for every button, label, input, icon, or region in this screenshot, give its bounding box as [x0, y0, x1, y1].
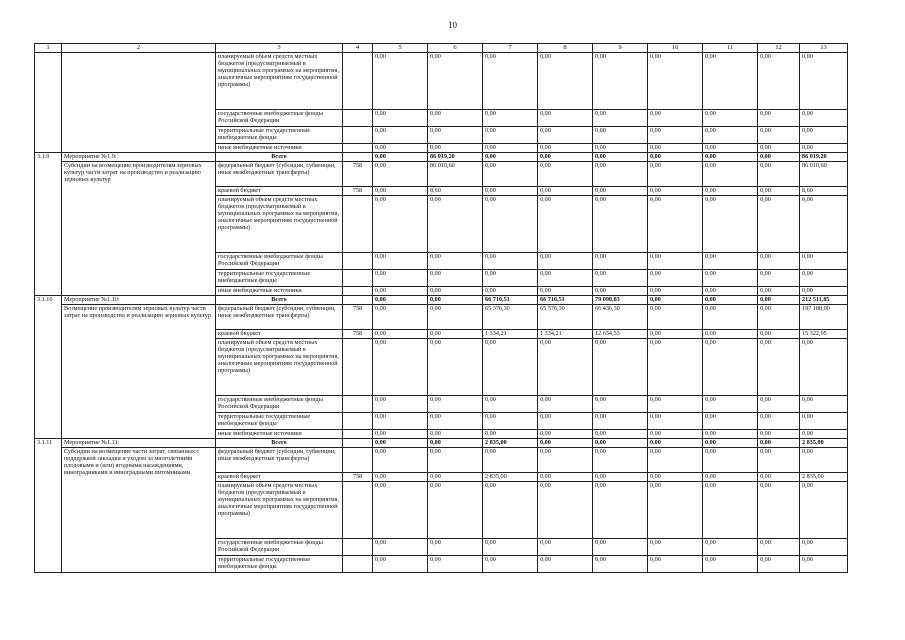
value-cell: 0,00 — [758, 110, 800, 127]
value-cell: 0,00 — [373, 339, 428, 396]
value-cell: 0,00 — [648, 439, 703, 448]
value-cell: 0,00 — [483, 53, 538, 110]
value-cell: 0,00 — [428, 339, 483, 396]
value-cell: 0,00 — [648, 473, 703, 482]
value-cell: 0,00 — [648, 270, 703, 287]
value-cell: 0,00 — [483, 253, 538, 270]
value-cell: 0,00 — [538, 482, 593, 539]
header-cell: 10 — [648, 44, 703, 53]
value-cell: 0,00 — [428, 127, 483, 144]
code-cell — [343, 413, 373, 430]
value-cell: 0,00 — [483, 396, 538, 413]
header-cell: 9 — [593, 44, 648, 53]
value-cell: 0,00 — [593, 187, 648, 196]
value-cell: 0,00 — [483, 162, 538, 187]
funding-source-cell: Всего — [216, 153, 343, 162]
value-cell: 0,00 — [373, 53, 428, 110]
code-cell — [343, 539, 373, 556]
value-cell: 0,00 — [428, 110, 483, 127]
value-cell: 86 019,20 — [428, 153, 483, 162]
value-cell: 0,00 — [703, 53, 758, 110]
header-cell: 12 — [758, 44, 800, 53]
funding-source-cell: государственные внебюджетные фонды Российской Федерации — [216, 253, 343, 270]
code-cell — [343, 253, 373, 270]
value-cell: 0,00 — [800, 253, 848, 270]
value-cell: 12 654,53 — [593, 330, 648, 339]
value-cell: 0,00 — [593, 196, 648, 253]
table-row — [35, 439, 848, 448]
value-cell: 0,00 — [758, 396, 800, 413]
value-cell: 0,00 — [483, 482, 538, 539]
value-cell: 0,00 — [538, 396, 593, 413]
funding-source-cell: федеральный бюджет (субсидии, субвенции, иные межбюджетные трансферты) — [216, 448, 343, 473]
value-cell: 0,00 — [593, 144, 648, 153]
value-cell: 0,00 — [483, 110, 538, 127]
header-cell: 1 — [35, 44, 62, 53]
value-cell: 0,00 — [800, 144, 848, 153]
value-cell: 0,00 — [648, 53, 703, 110]
value-cell: 0,00 — [703, 413, 758, 430]
value-cell: 0,00 — [483, 430, 538, 439]
value-cell: 0,00 — [800, 482, 848, 539]
value-cell: 0,00 — [800, 287, 848, 296]
value-cell: 0,00 — [703, 305, 758, 330]
value-cell: 0,00 — [593, 287, 648, 296]
value-cell: 0,00 — [593, 430, 648, 439]
value-cell: 0,00 — [758, 53, 800, 110]
table-row — [35, 53, 848, 110]
value-cell: 0,00 — [758, 539, 800, 556]
value-cell: 0,00 — [800, 448, 848, 473]
value-cell: 66 710,51 — [538, 296, 593, 305]
funding-source-cell: планируемый объем средств местных бюджетов (предусматриваемый в муниципальных программах на мероприятия, аналогичные мероприятиям государственной программы) — [216, 196, 343, 253]
value-cell: 0,00 — [703, 144, 758, 153]
funding-source-cell: краевой бюджет — [216, 473, 343, 482]
value-cell: 0,00 — [703, 482, 758, 539]
value-cell: 0,00 — [703, 339, 758, 396]
value-cell: 0,00 — [373, 482, 428, 539]
funding-source-cell: территориальные государственные внебюджетные фонды — [216, 413, 343, 430]
value-cell: 8,60 — [800, 187, 848, 196]
value-cell: 0,00 — [428, 305, 483, 330]
value-cell: 0,00 — [538, 53, 593, 110]
table-row — [35, 448, 848, 473]
value-cell: 0,00 — [483, 556, 538, 573]
value-cell: 0,00 — [593, 448, 648, 473]
value-cell: 0,00 — [648, 153, 703, 162]
row-number-cell — [35, 53, 62, 153]
page-number: 10 — [448, 20, 457, 30]
value-cell: 0,00 — [373, 556, 428, 573]
value-cell: 1 334,21 — [483, 330, 538, 339]
value-cell: 0,00 — [758, 196, 800, 253]
value-cell: 0,00 — [483, 413, 538, 430]
code-cell — [343, 448, 373, 473]
value-cell: 0,00 — [483, 144, 538, 153]
value-cell: 0,00 — [428, 330, 483, 339]
value-cell: 0,00 — [648, 482, 703, 539]
value-cell: 0,00 — [703, 430, 758, 439]
code-cell — [343, 53, 373, 110]
value-cell: 0,00 — [800, 556, 848, 573]
table-row — [35, 305, 848, 330]
value-cell: 0,00 — [483, 270, 538, 287]
value-cell: 0,00 — [593, 162, 648, 187]
funding-source-cell: краевой бюджет — [216, 187, 343, 196]
value-cell: 0,00 — [758, 144, 800, 153]
funding-source-cell: федеральный бюджет (субсидии, субвенции, иные межбюджетные трансферты) — [216, 162, 343, 187]
value-cell: 0,00 — [703, 439, 758, 448]
funding-source-cell: планируемый объем средств местных бюджетов (предусматриваемый в муниципальных программах на мероприятия, аналогичные мероприятиям государственной программы) — [216, 482, 343, 539]
value-cell: 79 090,83 — [593, 296, 648, 305]
value-cell: 0,00 — [703, 270, 758, 287]
funding-source-cell: государственные внебюджетные фонды Российской Федерации — [216, 539, 343, 556]
value-cell: 0,00 — [703, 196, 758, 253]
value-cell: 0,00 — [703, 110, 758, 127]
activity-name-cell: Мероприятие №1.10: — [62, 296, 216, 305]
value-cell: 0,00 — [648, 253, 703, 270]
value-cell: 0,00 — [538, 270, 593, 287]
value-cell: 0,00 — [538, 196, 593, 253]
value-cell: 0,00 — [593, 482, 648, 539]
header-cell: 6 — [428, 44, 483, 53]
table-row — [35, 162, 848, 187]
value-cell: 0,00 — [593, 439, 648, 448]
value-cell: 0,00 — [373, 296, 428, 305]
value-cell: 0,00 — [593, 270, 648, 287]
value-cell: 0,00 — [648, 330, 703, 339]
value-cell: 8,60 — [428, 187, 483, 196]
value-cell: 0,00 — [373, 448, 428, 473]
value-cell: 0,00 — [483, 339, 538, 396]
value-cell: 0,00 — [538, 448, 593, 473]
value-cell: 0,00 — [648, 110, 703, 127]
value-cell: 0,00 — [648, 127, 703, 144]
code-cell — [343, 430, 373, 439]
value-cell: 0,00 — [758, 270, 800, 287]
value-cell: 0,00 — [758, 187, 800, 196]
value-cell: 0,00 — [758, 430, 800, 439]
table-row — [35, 153, 848, 162]
value-cell: 0,00 — [428, 556, 483, 573]
header-cell: 2 — [62, 44, 216, 53]
value-cell: 0,00 — [703, 448, 758, 473]
funding-source-cell: иные внебюджетные источники — [216, 287, 343, 296]
value-cell: 0,00 — [538, 153, 593, 162]
value-cell: 0,00 — [758, 162, 800, 187]
value-cell: 0,00 — [758, 482, 800, 539]
value-cell: 0,00 — [538, 439, 593, 448]
budget-table — [34, 43, 848, 573]
value-cell: 0,00 — [593, 396, 648, 413]
value-cell: 0,00 — [703, 296, 758, 305]
header-row — [35, 44, 848, 53]
value-cell: 0,00 — [648, 396, 703, 413]
code-cell — [343, 556, 373, 573]
code-cell — [343, 396, 373, 413]
value-cell: 0,00 — [703, 153, 758, 162]
value-cell: 66 436,30 — [593, 305, 648, 330]
value-cell: 0,00 — [373, 196, 428, 253]
code-cell — [343, 482, 373, 539]
code-cell — [343, 287, 373, 296]
value-cell: 0,00 — [648, 430, 703, 439]
value-cell: 0,00 — [483, 153, 538, 162]
activity-name-cell: Субсидии на возмещение производителям зерновых культур части затрат на производство и реализацию зерновых культур — [62, 162, 216, 296]
value-cell: 0,00 — [703, 287, 758, 296]
value-cell: 0,00 — [593, 153, 648, 162]
value-cell: 0,00 — [758, 448, 800, 473]
header-cell: 3 — [216, 44, 343, 53]
value-cell: 0,00 — [703, 330, 758, 339]
funding-source-cell: территориальные государственные внебюджетные фонды — [216, 127, 343, 144]
value-cell: 0,00 — [758, 305, 800, 330]
value-cell: 0,00 — [373, 413, 428, 430]
code-cell — [343, 270, 373, 287]
header-cell: 13 — [800, 44, 848, 53]
value-cell: 0,00 — [800, 413, 848, 430]
value-cell: 0,00 — [593, 53, 648, 110]
code-cell: 758 — [343, 473, 373, 482]
value-cell: 0,00 — [593, 339, 648, 396]
value-cell: 0,00 — [538, 162, 593, 187]
value-cell: 0,00 — [428, 448, 483, 473]
code-cell — [343, 196, 373, 253]
value-cell: 0,00 — [758, 339, 800, 396]
value-cell: 0,00 — [428, 439, 483, 448]
value-cell: 0,00 — [538, 187, 593, 196]
value-cell: 0,00 — [800, 339, 848, 396]
table-row — [35, 296, 848, 305]
value-cell: 0,00 — [538, 287, 593, 296]
code-cell: 758 — [343, 330, 373, 339]
value-cell: 0,00 — [483, 187, 538, 196]
funding-source-cell: Всего — [216, 439, 343, 448]
value-cell: 0,00 — [800, 127, 848, 144]
value-cell: 0,00 — [373, 430, 428, 439]
value-cell: 0,00 — [758, 439, 800, 448]
value-cell: 0,00 — [538, 556, 593, 573]
code-cell: 758 — [343, 305, 373, 330]
value-cell: 0,00 — [538, 339, 593, 396]
value-cell: 0,00 — [758, 473, 800, 482]
header-cell: 7 — [483, 44, 538, 53]
value-cell: 0,00 — [648, 296, 703, 305]
value-cell: 0,00 — [758, 127, 800, 144]
value-cell: 0,00 — [373, 305, 428, 330]
value-cell: 0,00 — [758, 330, 800, 339]
value-cell: 0,00 — [648, 287, 703, 296]
activity-name-cell: Субсидии на возмещение части затрат, связанных с поддержкой закладки и уходом за многолетними плодовыми и (или) ягодными насаждениями, виноградниками и виноградными питомниками — [62, 448, 216, 573]
value-cell: 0,00 — [538, 473, 593, 482]
activity-name-cell: Мероприятие №1.9: — [62, 153, 216, 162]
value-cell: 0,00 — [428, 270, 483, 287]
value-cell: 197 188,90 — [800, 305, 848, 330]
funding-source-cell: Всего — [216, 296, 343, 305]
funding-source-cell: планируемый объем средств местных бюджетов (предусматриваемый в муниципальных программах на мероприятия, аналогичные мероприятиям государственной программы) — [216, 53, 343, 110]
code-cell — [343, 296, 373, 305]
code-cell — [343, 127, 373, 144]
row-number-cell: 3.1.9 — [35, 153, 62, 296]
value-cell: 0,00 — [483, 196, 538, 253]
value-cell: 0,00 — [800, 196, 848, 253]
funding-source-cell: федеральный бюджет (субсидии, субвенции, иные межбюджетные трансферты) — [216, 305, 343, 330]
value-cell: 0,00 — [538, 539, 593, 556]
value-cell: 0,00 — [538, 110, 593, 127]
value-cell: 15 322,95 — [800, 330, 848, 339]
value-cell: 0,00 — [703, 187, 758, 196]
value-cell: 0,00 — [703, 253, 758, 270]
value-cell: 0,00 — [428, 196, 483, 253]
code-cell — [343, 439, 373, 448]
value-cell: 0,00 — [428, 430, 483, 439]
activity-name-cell — [62, 53, 216, 153]
value-cell: 0,00 — [428, 539, 483, 556]
value-cell: 0,00 — [373, 270, 428, 287]
funding-source-cell: государственные внебюджетные фонды Российской Федерации — [216, 110, 343, 127]
value-cell: 0,00 — [538, 430, 593, 439]
value-cell: 0,00 — [373, 539, 428, 556]
code-cell — [343, 339, 373, 396]
value-cell: 0,00 — [703, 539, 758, 556]
value-cell: 0,00 — [428, 253, 483, 270]
funding-source-cell: территориальные государственные внебюджетные фонды — [216, 270, 343, 287]
value-cell: 0,00 — [648, 187, 703, 196]
value-cell: 0,00 — [648, 196, 703, 253]
activity-name-cell: Мероприятие №1.11: — [62, 439, 216, 448]
value-cell: 0,00 — [538, 253, 593, 270]
value-cell: 0,00 — [483, 287, 538, 296]
value-cell: 0,00 — [373, 187, 428, 196]
value-cell: 212 511,85 — [800, 296, 848, 305]
value-cell: 0,00 — [538, 127, 593, 144]
value-cell: 0,00 — [593, 473, 648, 482]
header-cell: 11 — [703, 44, 758, 53]
value-cell: 66 710,51 — [483, 296, 538, 305]
value-cell: 0,00 — [648, 144, 703, 153]
value-cell: 1 334,21 — [538, 330, 593, 339]
value-cell: 0,00 — [428, 144, 483, 153]
value-cell: 0,00 — [428, 53, 483, 110]
value-cell: 0,00 — [373, 162, 428, 187]
value-cell: 0,00 — [800, 110, 848, 127]
activity-name-cell: Возмещение производителям зерновых культур части затрат на производство и реализацию зерновых культур — [62, 305, 216, 439]
value-cell: 0,00 — [373, 396, 428, 413]
value-cell: 0,00 — [373, 110, 428, 127]
value-cell: 0,00 — [373, 330, 428, 339]
value-cell: 0,00 — [800, 539, 848, 556]
funding-source-cell: краевой бюджет — [216, 330, 343, 339]
value-cell: 0,00 — [373, 127, 428, 144]
value-cell: 0,00 — [373, 153, 428, 162]
value-cell: 0,00 — [703, 556, 758, 573]
funding-source-cell: государственные внебюджетные фонды Российской Федерации — [216, 396, 343, 413]
value-cell: 0,00 — [428, 296, 483, 305]
value-cell: 0,00 — [428, 473, 483, 482]
value-cell: 86 019,20 — [800, 153, 848, 162]
value-cell: 0,00 — [428, 287, 483, 296]
value-cell: 0,00 — [593, 110, 648, 127]
value-cell: 0,00 — [648, 162, 703, 187]
value-cell: 0,00 — [648, 305, 703, 330]
value-cell: 0,00 — [373, 144, 428, 153]
funding-source-cell: иные внебюджетные источники — [216, 144, 343, 153]
value-cell: 0,00 — [593, 556, 648, 573]
value-cell: 0,00 — [373, 253, 428, 270]
value-cell: 2 835,00 — [800, 473, 848, 482]
header-cell: 4 — [343, 44, 373, 53]
value-cell: 0,00 — [800, 396, 848, 413]
value-cell: 0,00 — [593, 413, 648, 430]
value-cell: 0,00 — [648, 339, 703, 396]
value-cell: 0,00 — [648, 413, 703, 430]
value-cell: 0,00 — [703, 127, 758, 144]
value-cell: 0,00 — [648, 539, 703, 556]
value-cell: 0,00 — [758, 253, 800, 270]
value-cell: 0,00 — [758, 296, 800, 305]
code-cell: 758 — [343, 162, 373, 187]
value-cell: 0,00 — [758, 287, 800, 296]
value-cell: 0,00 — [593, 539, 648, 556]
value-cell: 0,00 — [758, 413, 800, 430]
code-cell — [343, 153, 373, 162]
header-cell: 8 — [538, 44, 593, 53]
value-cell: 0,00 — [800, 53, 848, 110]
value-cell: 0,00 — [483, 448, 538, 473]
value-cell: 0,00 — [703, 396, 758, 413]
value-cell: 0,00 — [593, 127, 648, 144]
value-cell: 0,00 — [428, 482, 483, 539]
value-cell: 0,00 — [483, 127, 538, 144]
code-cell: 758 — [343, 187, 373, 196]
funding-source-cell: планируемый объем средств местных бюджетов (предусматриваемый в муниципальных программах на мероприятия, аналогичные мероприятиям государственной программы) — [216, 339, 343, 396]
value-cell: 0,00 — [758, 556, 800, 573]
value-cell: 0,00 — [703, 162, 758, 187]
value-cell: 0,00 — [800, 430, 848, 439]
code-cell — [343, 110, 373, 127]
value-cell: 0,00 — [703, 473, 758, 482]
value-cell: 86 010,60 — [800, 162, 848, 187]
value-cell: 86 010,60 — [428, 162, 483, 187]
code-cell — [343, 144, 373, 153]
row-number-cell: 3.1.11 — [35, 439, 62, 573]
row-number-cell: 3.1.10 — [35, 296, 62, 439]
value-cell: 0,00 — [593, 253, 648, 270]
value-cell: 65 376,30 — [538, 305, 593, 330]
value-cell: 0,00 — [428, 396, 483, 413]
value-cell: 0,00 — [373, 473, 428, 482]
value-cell: 0,00 — [800, 270, 848, 287]
value-cell: 0,00 — [758, 153, 800, 162]
value-cell: 0,00 — [373, 439, 428, 448]
value-cell: 0,00 — [648, 556, 703, 573]
value-cell: 65 376,30 — [483, 305, 538, 330]
value-cell: 0,00 — [373, 287, 428, 296]
value-cell: 0,00 — [428, 413, 483, 430]
value-cell: 0,00 — [483, 539, 538, 556]
value-cell: 0,00 — [648, 448, 703, 473]
value-cell: 2 835,00 — [483, 473, 538, 482]
value-cell: 0,00 — [538, 413, 593, 430]
header-cell: 5 — [373, 44, 428, 53]
value-cell: 2 835,00 — [483, 439, 538, 448]
value-cell: 2 835,00 — [800, 439, 848, 448]
value-cell: 0,00 — [538, 144, 593, 153]
funding-source-cell: иные внебюджетные источники — [216, 430, 343, 439]
funding-source-cell: территориальные государственные внебюджетные фонды — [216, 556, 343, 573]
